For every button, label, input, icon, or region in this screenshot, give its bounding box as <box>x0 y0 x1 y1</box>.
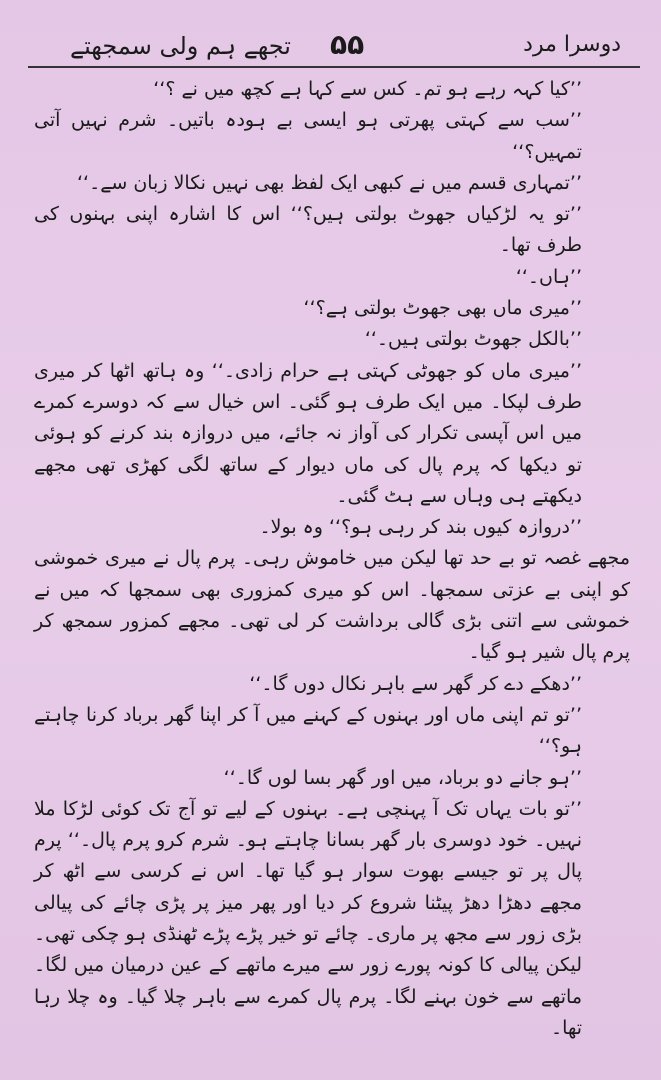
page-header <box>0 28 661 68</box>
header-rule <box>28 66 640 68</box>
paragraph: ’’تو یہ لڑکیاں جھوٹ بولتی ہیں؟‘‘ اس کا اشارہ اپنی بہنوں کی طرف تھا۔ <box>34 203 582 257</box>
paragraph: ’’میری ماں کو جھوٹی کہتی ہے حرام زادی۔‘‘ وہ ہاتھ اٹھا کر میری طرف لپکا۔ میں ایک طرف ہو گئی۔ اس خیال سے کہ دوسرے کمرے میں اس آپسی تکرار کی آواز نہ جائے، میں دروازہ بند کرنے کو ہوئی تو دیکھا کہ پرم پال کی ماں دیوار کے ساتھ لگی کھڑی تھی مجھے دیکھتے ہی وہاں سے ہٹ گئی۔ <box>34 359 582 507</box>
paragraph: ’’تو بات یہاں تک آ پہنچی ہے۔ بہنوں کے لیے تو آج تک کوئی لڑکا ملا نہیں۔ خود دوسری بار گھر بسانا چاہتے ہو۔ شرم کرو پرم پال۔‘‘ پرم پال پر تو جیسے بھوت سوار ہو گیا تھا۔ اس نے کرسی سے اٹھ کر مجھے دھڑا دھڑ پیٹنا شروع کر دیا اور پھر میز پر پڑی چائے کی پیالی بڑی زور سے مجھ پر ماری۔ چائے تو خیر پڑے پڑے ٹھنڈی ہو چکی تھی۔ لیکن پیالی کا کونہ پورے زور سے میرے ماتھے کے عین درمیان میں لگا۔ ماتھے سے خون بہنے لگا۔ پرم پال کمرے سے باہر چلا گیا۔ وہ چلا رہا تھا۔ <box>34 797 582 1039</box>
paragraph: ’’سب سے کہتی پھرتی ہو ایسی بے ہودہ باتیں۔ شرم نہیں آتی تمہیں؟‘‘ <box>34 109 582 163</box>
paragraph: ’’ہو جانے دو برباد، میں اور گھر بسا لوں گا۔‘‘ <box>223 766 582 789</box>
paragraph: ’’دروازہ کیوں بند کر رہی ہو؟‘‘ وہ بولا۔ <box>259 516 582 539</box>
page-number: ۵۵ <box>330 28 365 61</box>
paragraph: ’’کیا کہہ رہے ہو تم۔ کس سے کہا ہے کچھ میں نے ؟‘‘ <box>153 78 582 100</box>
body-text <box>34 74 630 1044</box>
running-header-right: دوسرا مرد <box>523 32 621 57</box>
paragraph: ’’تو تم اپنی ماں اور بہنوں کے کہنے میں آ کر اپنا گھر برباد کرنا چاہتے ہو؟‘‘ <box>34 703 582 758</box>
paragraph: ’’ہاں۔‘‘ <box>515 265 582 288</box>
paragraph: ’’میری ماں بھی جھوٹ بولتی ہے؟‘‘ <box>303 297 582 320</box>
paragraph: ’’تمہاری قسم میں نے کبھی ایک لفظ بھی نہیں نکالا زبان سے۔‘‘ <box>77 171 582 194</box>
paragraph: ’’دھکے دے کر گھر سے باہر نکال دوں گا۔‘‘ <box>249 672 582 695</box>
paragraph: مجھے غصہ تو بے حد تھا لیکن میں خاموش رہی۔ پرم پال نے میری خموشی کو اپنی بے عزتی سمجھا۔ اس کو میری کمزوری بھی سمجھا کہ میں نے خموشی سے اتنی بڑی گالی برداشت کر لی تھی۔ مجھے کمزور سمجھ کر پرم پال شیر ہو گیا۔ <box>34 547 630 664</box>
running-header-left: تجھے ہم ولی سمجھتے <box>70 32 291 60</box>
paragraph: ’’بالکل جھوٹ بولتی ہیں۔‘‘ <box>364 328 582 351</box>
